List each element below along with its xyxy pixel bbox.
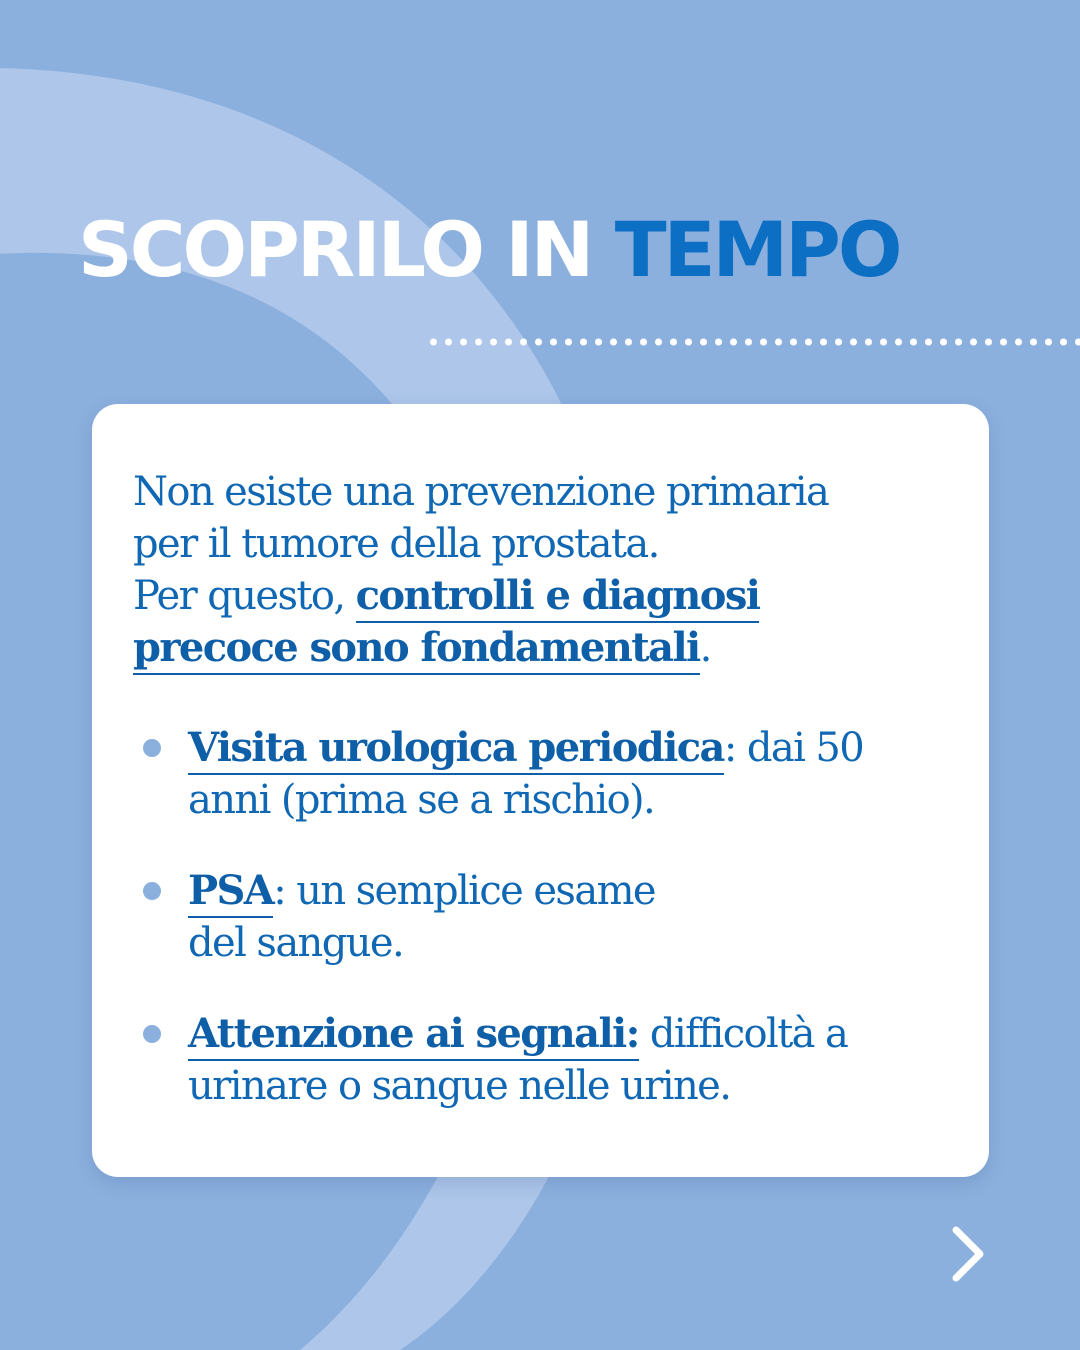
- list-item: [188, 722, 928, 826]
- intro-line-2: per il tumore della prostata.: [133, 521, 659, 567]
- intro-end: .: [699, 625, 711, 671]
- title-white: SCOPRILO IN: [78, 205, 615, 294]
- intro-highlight-b: precoce sono fondamentali: [133, 624, 700, 675]
- intro-line-3: Per questo,: [133, 573, 356, 619]
- list-item: [188, 865, 708, 969]
- bullet-text: : un semplice esame del sangue.: [188, 868, 655, 966]
- title-accent: TEMPO: [614, 205, 900, 294]
- intro-line-1: Non esiste una prevenzione primaria: [133, 469, 829, 515]
- page-title: [78, 205, 900, 294]
- intro-paragraph: [133, 466, 933, 674]
- bullet-label: Attenzione ai segnali:: [188, 1010, 639, 1061]
- chevron-right-icon[interactable]: [940, 1224, 996, 1284]
- intro-highlight-a: controlli e diagnosi: [356, 572, 760, 623]
- bullet-label: PSA: [188, 867, 273, 918]
- list-item: [188, 1008, 908, 1112]
- bullet-text: difficoltà a urinare o sangue nelle urine.: [188, 1011, 848, 1109]
- bullet-dot-icon: [143, 1025, 161, 1043]
- bullet-text: : dai 50 anni (prima se a rischio).: [188, 725, 864, 823]
- bullet-dot-icon: [143, 739, 161, 757]
- dotted-divider: [426, 336, 1080, 348]
- info-card: [92, 404, 989, 1177]
- bullet-label: Visita urologica periodica: [188, 724, 724, 775]
- bullet-dot-icon: [143, 882, 161, 900]
